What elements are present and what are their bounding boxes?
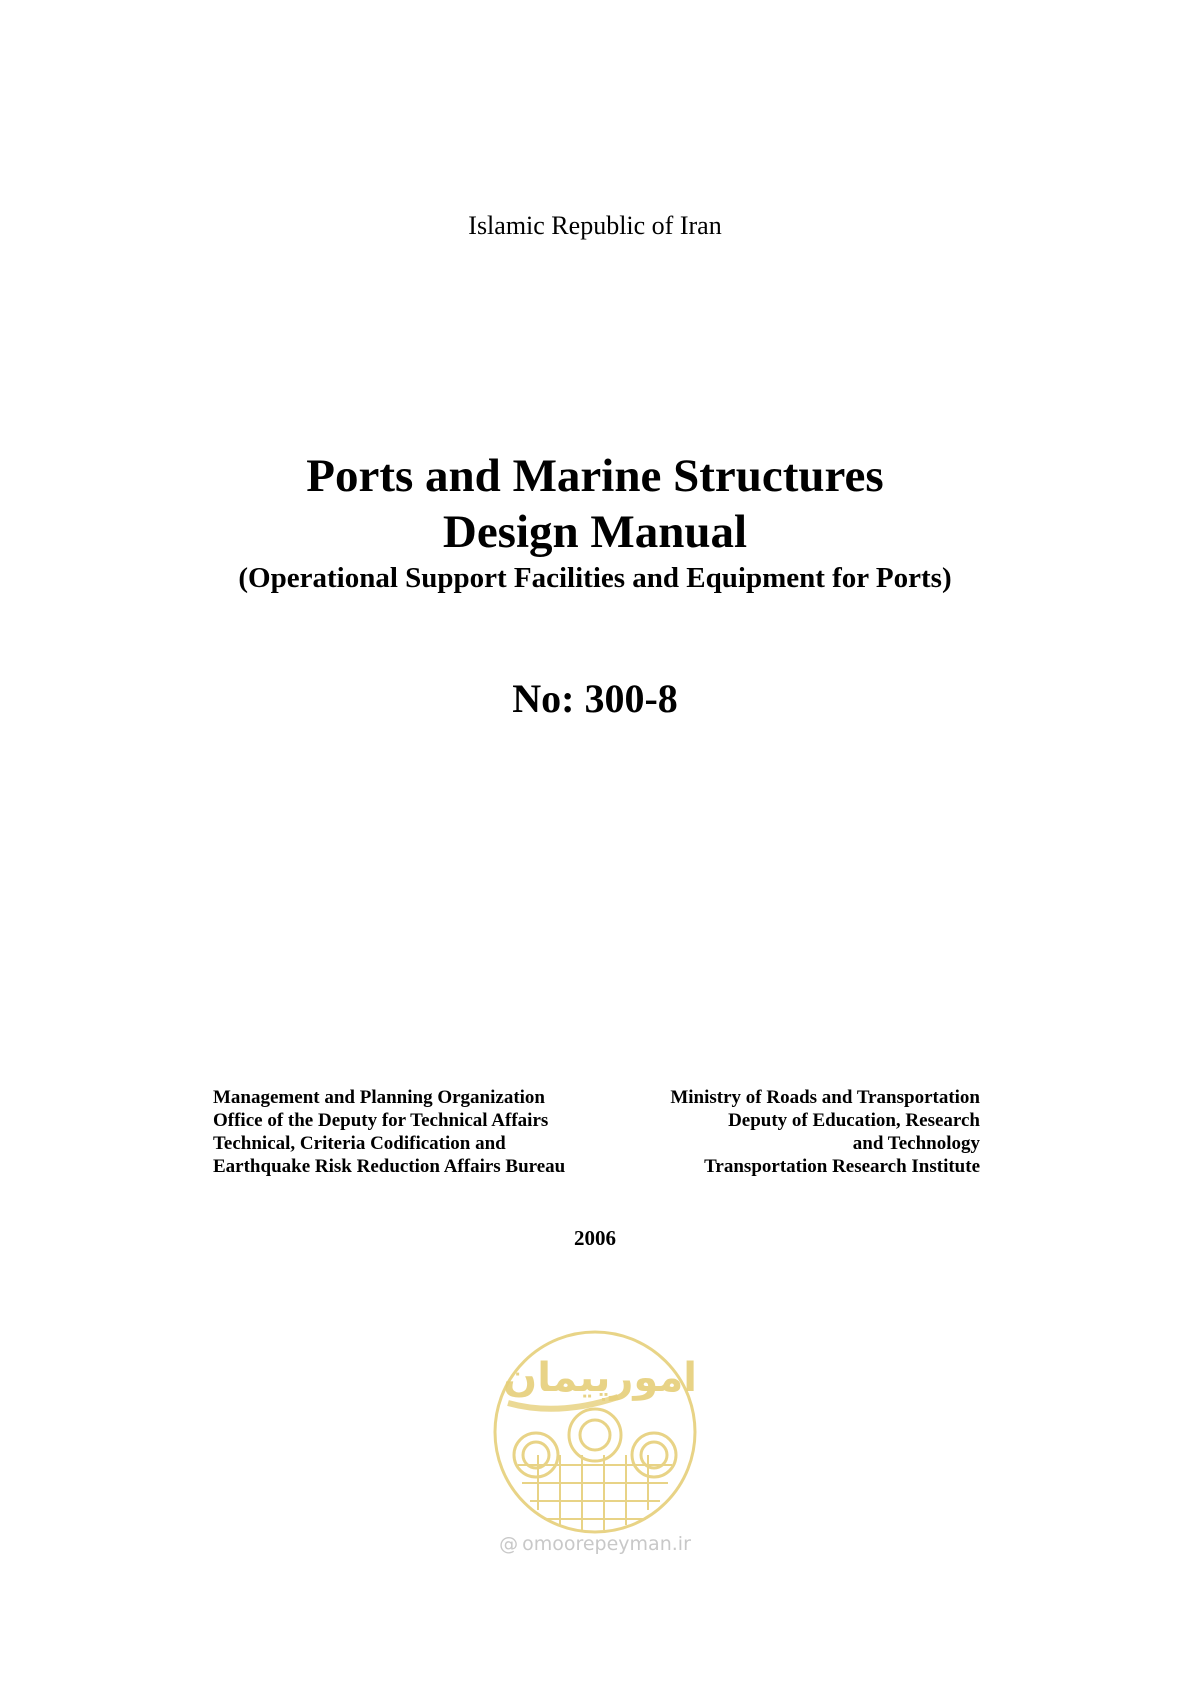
left-org-line-1: Management and Planning Organization: [213, 1087, 545, 1108]
svg-text:امورپیمان: امورپیمان: [503, 1355, 697, 1401]
at-icon: @: [499, 1533, 519, 1555]
title-block: [0, 448, 1190, 598]
document-number: No: 300-8: [512, 676, 678, 721]
right-org-line-3: and Technology: [852, 1133, 980, 1154]
title-line-1: Ports and Marine Structures: [306, 450, 884, 502]
subtitle: (Operational Support Facilities and Equipment for Ports): [238, 562, 952, 594]
left-organization: [213, 1086, 633, 1178]
country-name: Islamic Republic of Iran: [468, 211, 722, 240]
watermark-site-label: omoorepeyman.ir: [522, 1533, 691, 1555]
right-org-line-2: Deputy of Education, Research: [728, 1110, 980, 1131]
title-line-2: Design Manual: [442, 506, 748, 558]
publication-year: 2006: [574, 1226, 616, 1250]
right-org-line-1: Ministry of Roads and Transportation: [670, 1087, 980, 1108]
left-org-line-4: Earthquake Risk Reduction Affairs Bureau: [213, 1156, 566, 1177]
right-org-line-4: Transportation Research Institute: [704, 1156, 980, 1177]
watermark-site: [0, 1533, 1190, 1555]
left-org-line-3: Technical, Criteria Codification and: [213, 1133, 506, 1154]
left-org-line-2: Office of the Deputy for Technical Affairs: [213, 1110, 549, 1131]
right-organization: [620, 1086, 980, 1178]
